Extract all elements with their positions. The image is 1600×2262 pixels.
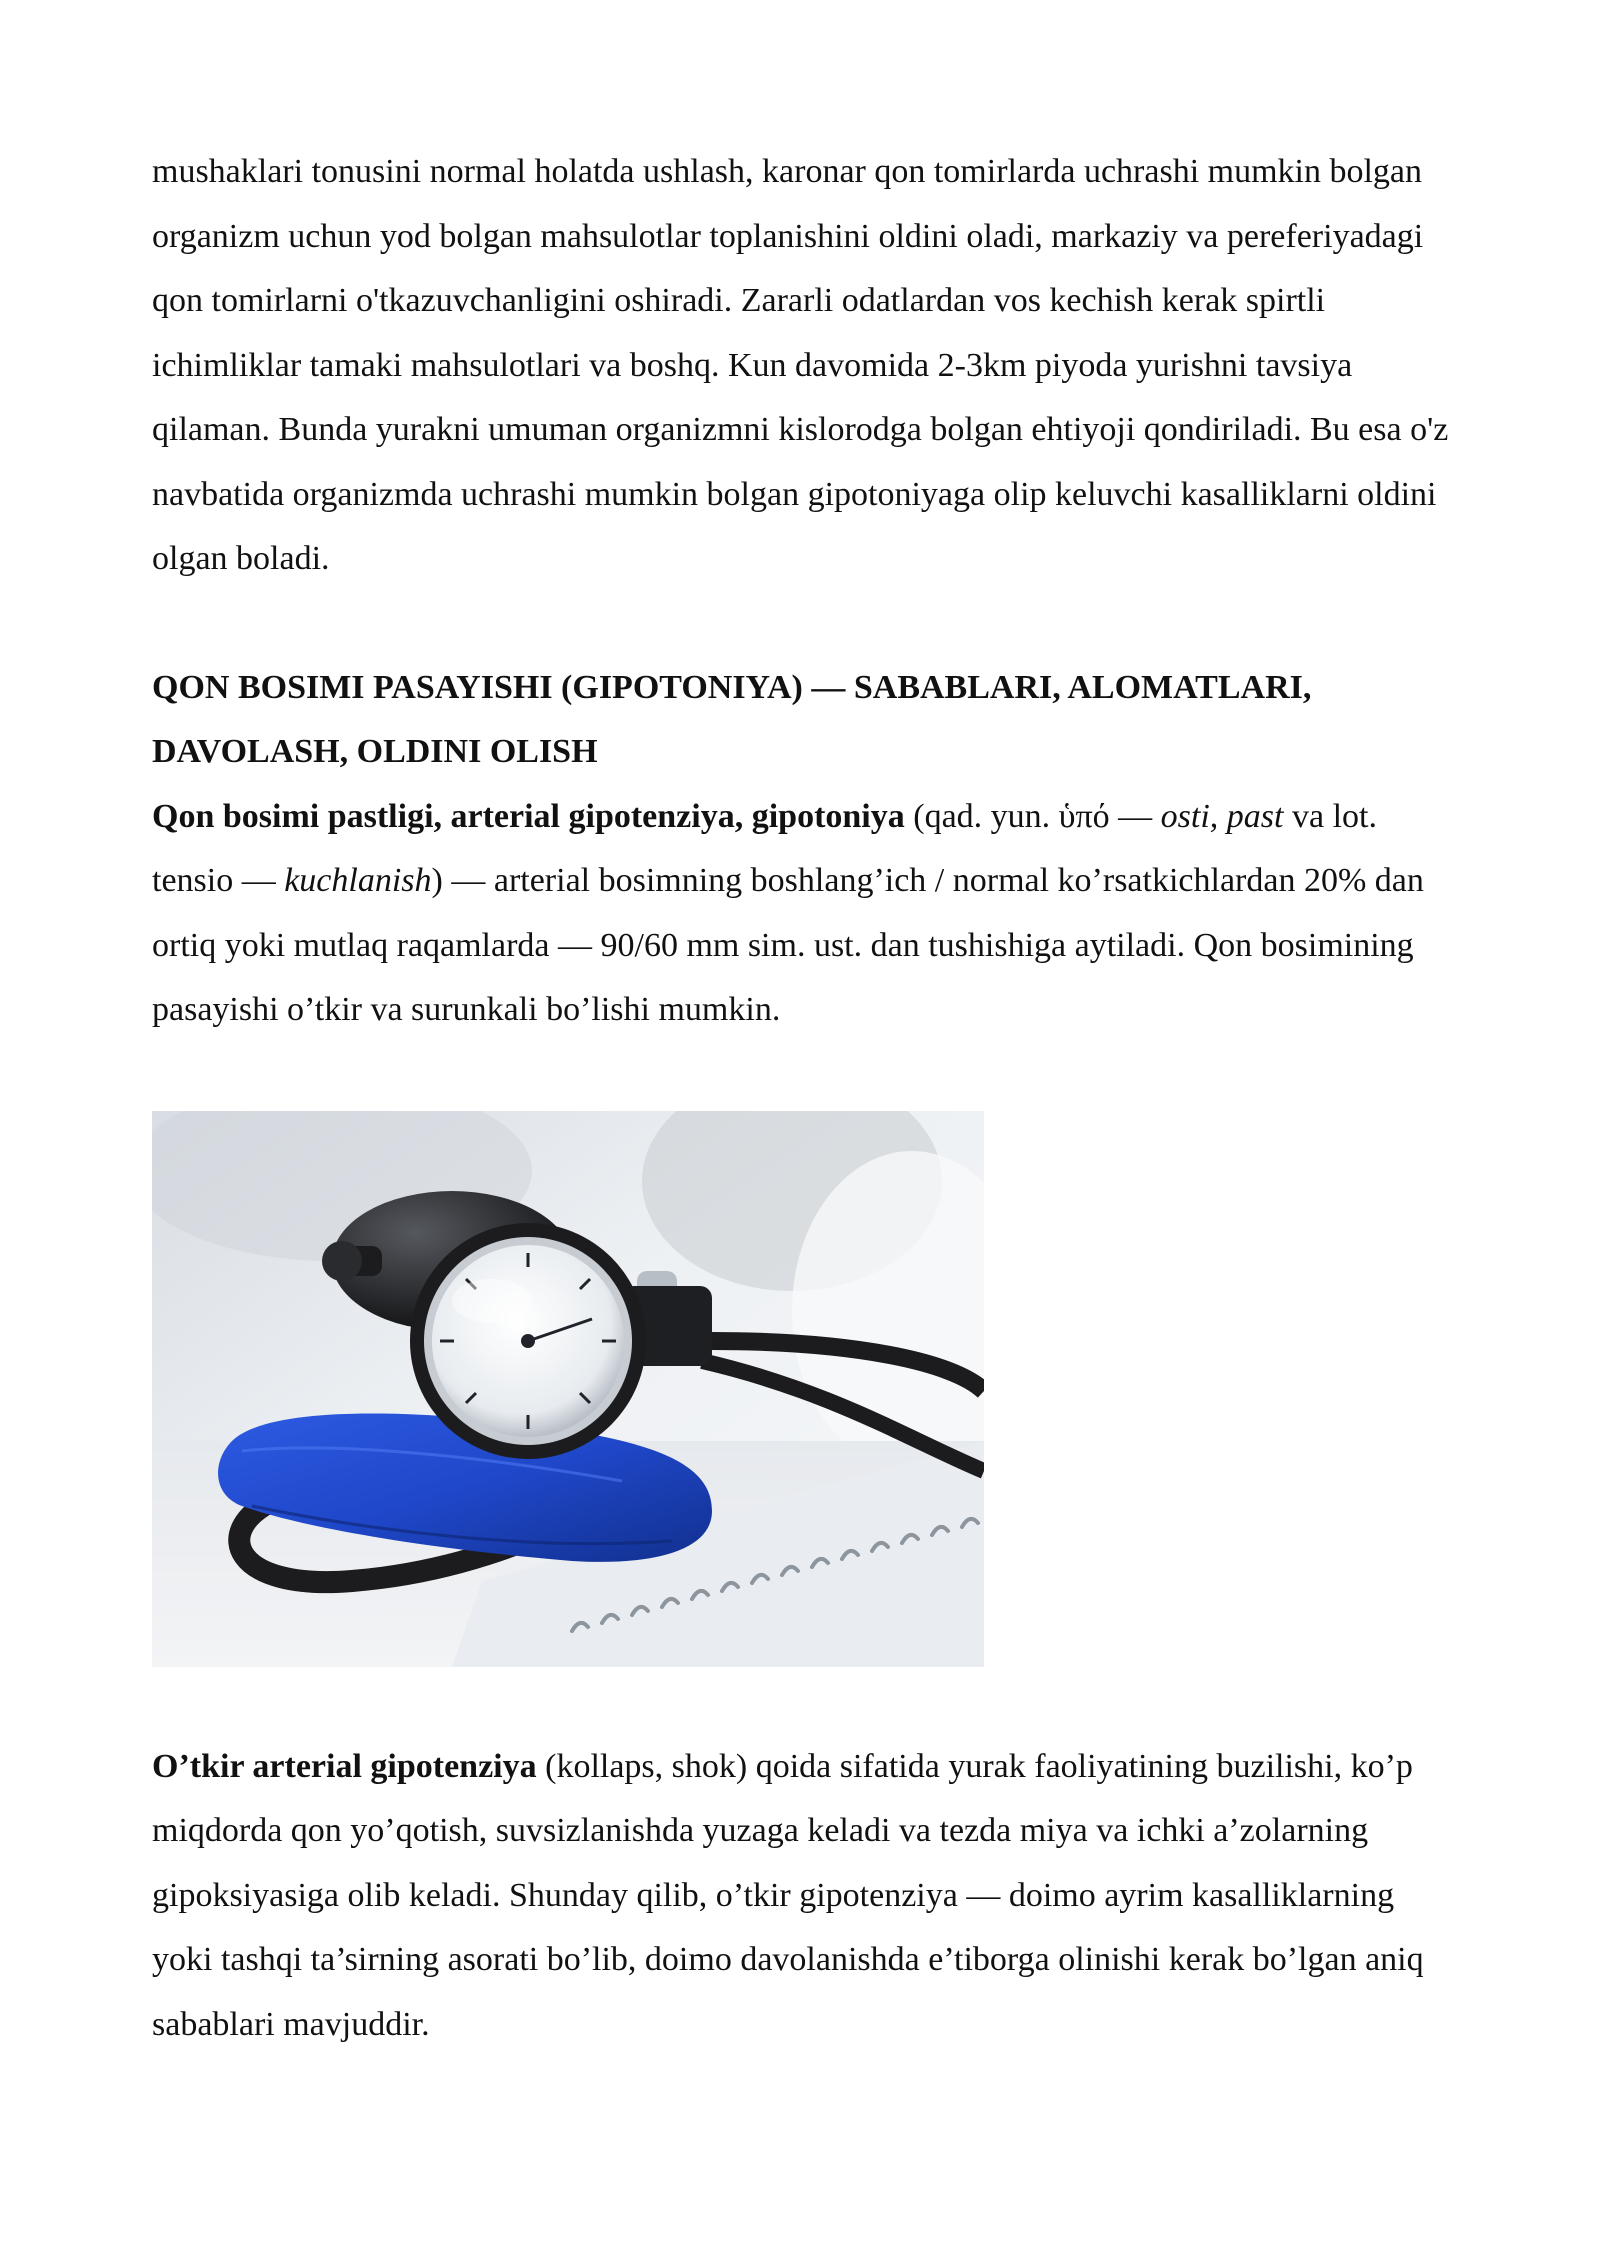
blood-pressure-monitor-photo [152,1111,984,1667]
definition-text-a: (qad. yun. ὑπό — [904,797,1161,835]
acute-hypotension-text: (kollaps, shok) qoida sifatida yurak faoliyatining buzilishi, ko’p miqdorda qon yo’qotish, suvsizlanishda yuzaga keladi va tezda miya va ichki a’zolarning gipoksiyasiga olib keladi. Shunday qilib, o’tkir gipotenziya — doimo ayrim kasalliklarning yoki tashqi ta’sirning asorati bo’lib, doimo davolanishda e’tiborga olinishi kerak bo’lgan aniq sabablari mavjuddir. [152,1747,1424,2043]
document-page [152,140,1452,2057]
section-heading: QON BOSIMI PASAYISHI (GIPOTONIYA) — SABABLARI, ALOMATLARI, DAVOLASH, OLDINI OLISH [152,668,1312,770]
definition-text-b: va lot. tensio — [152,797,1377,899]
blood-pressure-monitor-illustration [152,1111,984,1667]
definition-italic-a: osti, past [1160,797,1284,835]
acute-hypotension-term: O’tkir arterial gipotenziya [152,1747,537,1785]
definition-paragraph [152,785,1452,1043]
definition-text-c: ) — arterial bosimning boshlang’ich / normal ko’rsatkichlardan 20% dan ortiq yoki mutlaq raqamlarda — 90/60 mm sim. ust. dan tushishiga aytiladi. Qon bosimining pasayishi o’tkir va surunkali bo’lishi mumkin. [152,862,1424,1028]
body-paragraph: mushaklari tonusini normal holatda ushlash, karonar qon tomirlarda uchrashi mumkin bolgan organizm uchun yod bolgan mahsulotlar toplanishini oldini oladi, markaziy va pereferiyadagi qon tomirlarni o'tkazuvchanligini oshiradi. Zararli odatlardan vos kechish kerak spirtli ichimliklar tamaki mahsulotlari va boshq. Kun davomida 2-3km piyoda yurishni tavsiya qilaman. Bunda yurakni umuman organizmni kislorodga bolgan ehtiyoji qondiriladi. Bu esa o'z navbatida organizmda uchrashi mumkin bolgan gipotoniyaga olip keluvchi kasalliklarni oldini olgan boladi. [152,153,1449,577]
acute-hypotension-paragraph [152,1735,1452,2058]
definition-italic-b: kuchlanish [284,862,432,899]
definition-term: Qon bosimi pastligi, arterial gipotenziya, gipotoniya [152,797,905,835]
